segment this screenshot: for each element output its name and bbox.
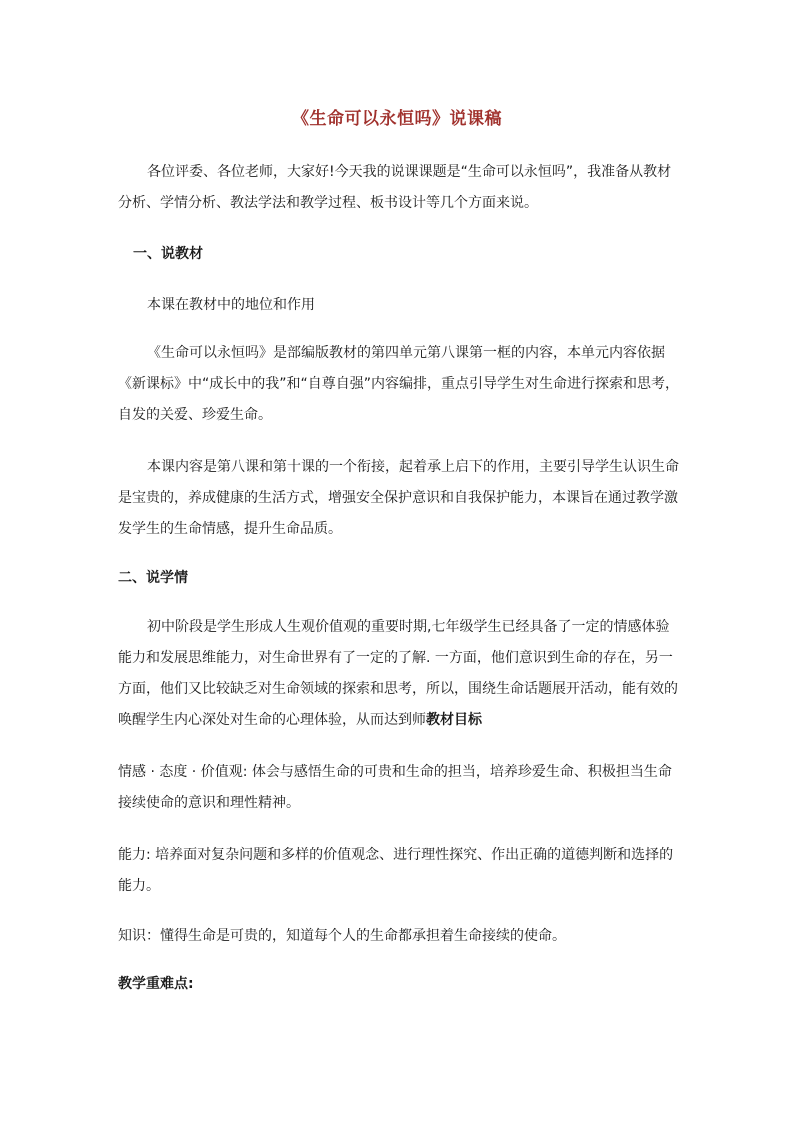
teaching-goals-label: 教材目标 (426, 712, 482, 728)
subheading-position-role: 本课在教材中的地位和作用 (147, 297, 315, 313)
goal-knowledge: 知识：懂得生命是可贵的，知道每个人的生命都承担着生命接续的使命。 (118, 928, 566, 944)
goal-ability: 能力: 培养面对复杂问题和多样的价值观念、进行理性探究、作出正确的道德判断和选择的能力。 (118, 847, 674, 894)
document-title: 《生命可以永恒吗》说课稿 (292, 109, 502, 129)
students-paragraph (118, 612, 680, 736)
section-heading-textbook: 一、说教材 (133, 246, 203, 262)
section-heading-students: 二、说学情 (118, 570, 188, 586)
key-points-heading: 教学重难点: (118, 976, 194, 992)
students-paragraph-text: 初中阶段是学生形成人生观价值观的重要时期,七年级学生已经具备了一定的情感体验能力和发展思维能力，对生命世界有了一定的了解. 一方面，他们意识到生命的存在，另一方面，他们又比较缺乏对生命领域的探索和思考，所以，围绕生命话题展开活动，能有效的唤醒学生内心深处对生命的心理体验，从而达到师 (118, 619, 678, 728)
textbook-paragraph-1: 《生命可以永恒吗》是部编版教材的第四单元第八课第一框的内容，本单元内容依据《新课标》中“成长中的我”和“自尊自强”内容编排，重点引导学生对生命进行探索和思考，自发的关爱、珍爱生命。 (118, 345, 680, 423)
goal-emotion: 情感 · 态度 · 价值观: 体会与感悟生命的可贵和生命的担当，培养珍爱生命、积极担当生命接续使命的意识和理性精神。 (118, 764, 672, 811)
textbook-paragraph-2: 本课内容是第八课和第十课的一个衔接，起着承上启下的作用，主要引导学生认识生命是宝贵的，养成健康的生活方式，增强安全保护意识和自我保护能力，本课旨在通过教学激发学生的生命情感，提升生命品质。 (118, 459, 679, 537)
intro-paragraph: 各位评委、各位老师，大家好!今天我的说课课题是“生命可以永恒吗”，我准备从教材分析、学情分析、教法学法和教学过程、板书设计等几个方面来说。 (118, 164, 672, 211)
